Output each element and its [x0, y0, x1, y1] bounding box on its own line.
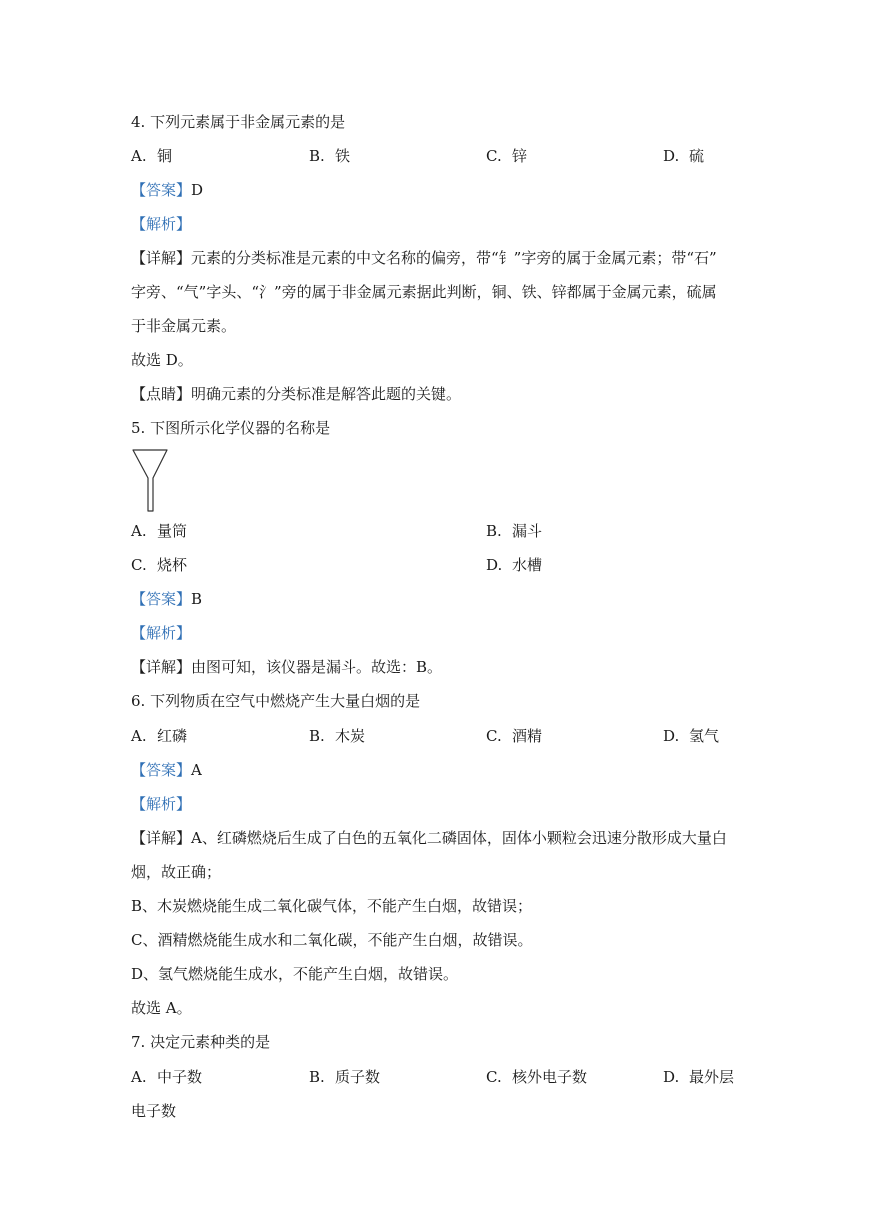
q4-choose: 故选 D。	[131, 351, 193, 369]
q7-option-a: A. 中子数	[131, 1068, 203, 1086]
q5-stem: 5. 下图所示化学仪器的名称是	[131, 419, 331, 437]
q5-analysis-tag: 【解析】	[131, 624, 192, 642]
q7-option-d: D. 最外层	[663, 1068, 735, 1086]
q4-detail-line-3: 于非金属元素。	[131, 317, 237, 335]
q6-detail-line-5: D、氢气燃烧能生成水，不能产生白烟，故错误。	[131, 965, 459, 983]
q5-detail: 【详解】由图可知，该仪器是漏斗。故选：B。	[131, 658, 443, 676]
q6-option-d: D. 氢气	[663, 727, 720, 745]
q6-option-a: A. 红磷	[131, 727, 188, 745]
q7-option-d-wrap: 电子数	[131, 1102, 177, 1120]
q4-detail-line-1: 【详解】元素的分类标准是元素的中文名称的偏旁，带“钅”字旁的属于金属元素；带“石”	[131, 249, 717, 267]
q6-analysis-tag: 【解析】	[131, 795, 192, 813]
q4-option-a: A. 铜	[131, 147, 173, 165]
q7-option-b: B. 质子数	[309, 1068, 381, 1086]
q4-detail-line-2: 字旁、“气”字头、“氵”旁的属于非金属元素据此判断，铜、铁、锌都属于金属元素，硫属	[131, 283, 717, 301]
q5-option-c: C. 烧杯	[131, 556, 188, 574]
q6-stem: 6. 下列物质在空气中燃烧产生大量白烟的是	[131, 692, 421, 710]
q6-detail-line-1: 【详解】A、红磷燃烧后生成了白色的五氧化二磷固体，固体小颗粒会迅速分散形成大量白	[131, 829, 727, 847]
funnel-figure	[131, 448, 169, 514]
q5-option-b: B. 漏斗	[486, 522, 543, 540]
q6-answer: 【答案】A	[131, 761, 202, 779]
q5-option-d: D. 水槽	[486, 556, 543, 574]
q7-option-c: C. 核外电子数	[486, 1068, 588, 1086]
q5-answer: 【答案】B	[131, 590, 203, 608]
q6-option-c: C. 酒精	[486, 727, 543, 745]
q6-detail-line-3: B、木炭燃烧能生成二氧化碳气体，不能产生白烟，故错误；	[131, 897, 533, 915]
q4-stem: 4. 下列元素属于非金属元素的是	[131, 113, 346, 131]
q4-answer: 【答案】D	[131, 181, 204, 199]
q6-option-b: B. 木炭	[309, 727, 366, 745]
q6-choose: 故选 A。	[131, 999, 192, 1017]
q4-option-d: D. 硫	[663, 147, 705, 165]
q4-analysis-tag: 【解析】	[131, 215, 192, 233]
q4-option-c: C. 锌	[486, 147, 528, 165]
q6-detail-line-2: 烟，故正确；	[131, 863, 222, 881]
q5-option-a: A. 量筒	[131, 522, 188, 540]
q4-comment: 【点睛】明确元素的分类标准是解答此题的关键。	[131, 385, 462, 403]
q6-detail-line-4: C、酒精燃烧能生成水和二氧化碳，不能产生白烟，故错误。	[131, 931, 533, 949]
q4-option-b: B. 铁	[309, 147, 351, 165]
q7-stem: 7. 决定元素种类的是	[131, 1033, 271, 1051]
